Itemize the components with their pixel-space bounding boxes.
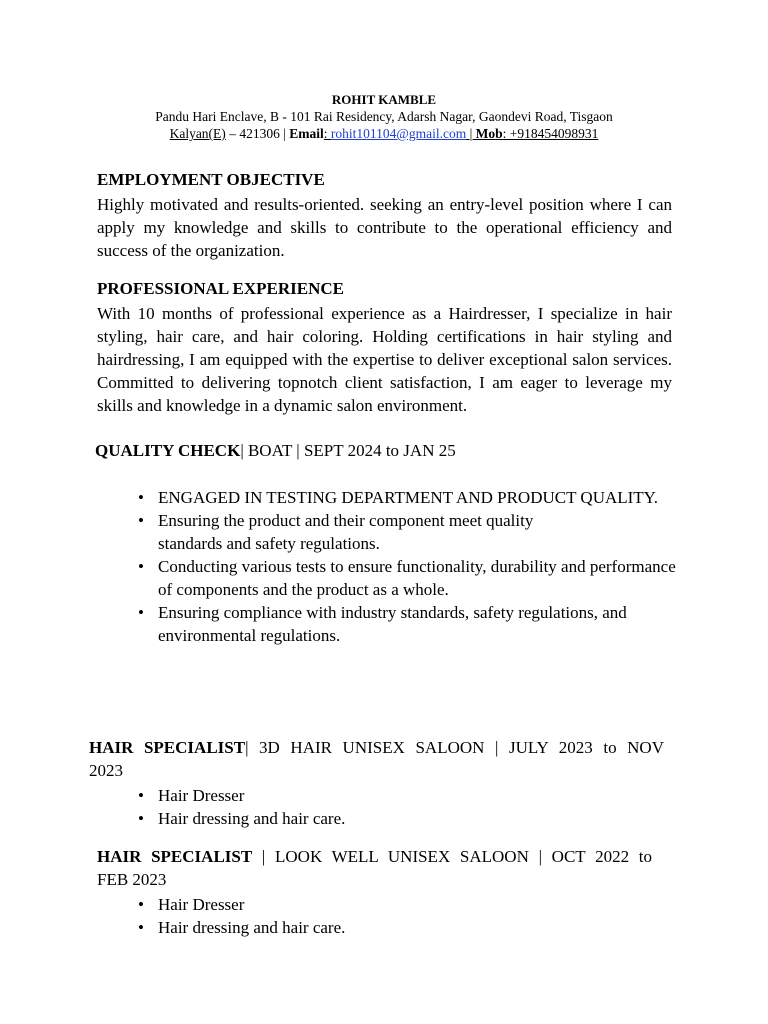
bullet-icon: • xyxy=(138,809,144,828)
email-separator: : xyxy=(323,126,331,141)
bullet-icon: • xyxy=(138,488,144,507)
experience-text: With 10 months of professional experience as a Hairdresser, I specialize in hair styling, hair care, and hair coloring. Holding certifications in hair styling and hairdressing, I am equipped with the expertise to deliver exceptional salon services. Committed to delivering topnotch client satisfaction, I am eager to leverage my skills and knowledge in a dynamic salon environment. xyxy=(97,304,672,415)
job-title-line xyxy=(89,738,664,758)
contact-line xyxy=(0,126,768,142)
pin-code: – 421306 | xyxy=(225,126,290,141)
bullet-icon: • xyxy=(138,511,144,530)
mobile-number: : +918454098931 xyxy=(502,126,599,141)
list-item xyxy=(138,555,678,601)
list-item xyxy=(138,807,538,830)
list-item xyxy=(138,893,538,916)
bullet-icon: • xyxy=(138,786,144,805)
bullet-text: Hair Dresser xyxy=(158,895,245,914)
job-role: HAIR SPECIALIST xyxy=(89,738,246,757)
bullet-text: ENGAGED IN TESTING DEPARTMENT AND PRODUCT QUALITY. xyxy=(158,488,659,507)
bullet-icon: • xyxy=(138,557,144,576)
bullet-text: Conducting various tests to ensure functionality, durability and performance of components and the product as a whole. xyxy=(158,557,676,599)
email-label: Email xyxy=(289,126,324,141)
address-line: Pandu Hari Enclave, B - 101 Rai Residency, Adarsh Nagar, Gaondevi Road, Tisgaon xyxy=(155,109,613,124)
job-title-line xyxy=(95,441,456,461)
mob-separator: | xyxy=(466,126,476,141)
job-role: QUALITY CHECK xyxy=(95,441,241,460)
bullet-text: Hair Dresser xyxy=(158,786,245,805)
list-item xyxy=(138,916,538,939)
job-details-continued: FEB 2023 xyxy=(97,870,167,889)
job-bullets xyxy=(138,486,678,647)
job-bullets xyxy=(138,893,538,939)
bullet-icon: • xyxy=(138,918,144,937)
list-item xyxy=(138,601,678,647)
objective-heading: EMPLOYMENT OBJECTIVE xyxy=(97,170,325,189)
list-item xyxy=(138,486,678,509)
job-title-line xyxy=(97,847,652,867)
bullet-text: Hair dressing and hair care. xyxy=(158,918,346,937)
objective-text: Highly motivated and results-oriented. seeking an entry-level position where I can apply my knowledge and skills to contribute to the operational efficiency and success of the organization. xyxy=(97,195,672,260)
bullet-text: Ensuring compliance with industry standards, safety regulations, and environmental regulations. xyxy=(158,603,627,645)
job-details-continued: 2023 xyxy=(89,761,123,780)
job-role: HAIR SPECIALIST xyxy=(97,847,253,866)
candidate-name: ROHIT KAMBLE xyxy=(331,92,437,107)
job-details: | BOAT | SEPT 2024 to JAN 25 xyxy=(240,441,456,460)
bullet-icon: • xyxy=(138,603,144,622)
email-link[interactable]: rohit101104@gmail.com xyxy=(330,126,467,141)
bullet-icon: • xyxy=(138,895,144,914)
list-item xyxy=(138,784,538,807)
city: Kalyan(E) xyxy=(169,126,226,141)
job-details: | 3D HAIR UNISEX SALOON | JULY 2023 to NOV xyxy=(245,738,664,757)
job-bullets xyxy=(138,784,538,830)
bullet-text: Hair dressing and hair care. xyxy=(158,809,346,828)
list-item xyxy=(138,509,678,555)
bullet-text: Ensuring the product and their component meet quality standards and safety regulations. xyxy=(158,511,534,553)
experience-heading: PROFESSIONAL EXPERIENCE xyxy=(97,279,345,298)
mob-label: Mob xyxy=(475,126,503,141)
job-details: | LOOK WELL UNISEX SALOON | OCT 2022 to xyxy=(252,847,652,866)
